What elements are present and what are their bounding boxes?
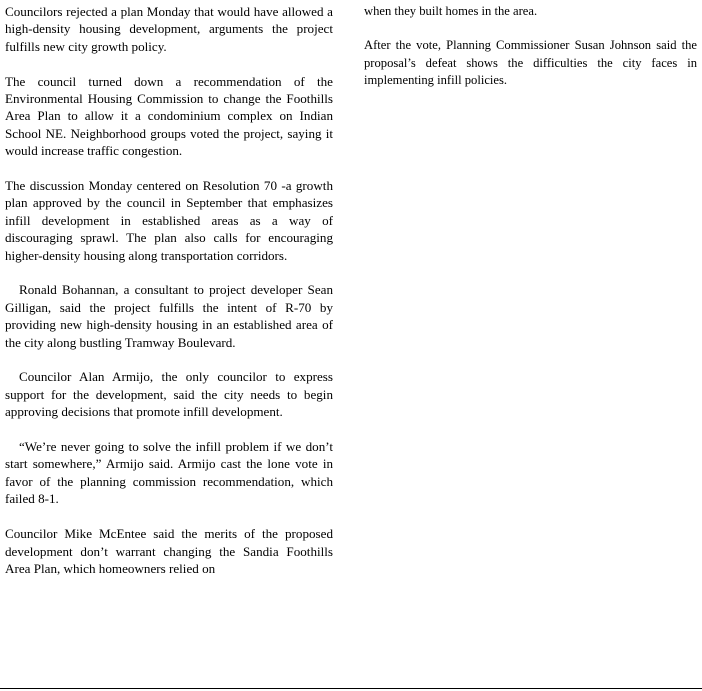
bottom-rule xyxy=(0,688,702,689)
paragraph: Ronald Bohannan, a consultant to project developer Sean Gilligan, said the project fulfills the intent of R-70 by providing new high-density housing in an established area of the city along bustling Tramway Boulevard. xyxy=(5,282,333,350)
paragraph: when they built homes in the area. xyxy=(364,4,538,18)
paragraph: The council turned down a recommendation of the Environmental Housing Commission to change the Foothills Area Plan to allow it a condominium complex on Indian School NE. Neighborhood groups voted the project, saying it would increase traffic congestion. xyxy=(5,73,333,159)
paragraph: After the vote, Planning Commissioner Susan Johnson said the proposal’s defeat shows the difficulties the city faces in implementing infill policies. xyxy=(364,38,697,87)
paragraph: “We’re never going to solve the infill problem if we don’t start somewhere,” Armijo said. Armijo cast the lone vote in favor of the planning commission recommendation, which failed 8-1. xyxy=(5,439,333,507)
paragraph: Councilor Alan Armijo, the only councilor to express support for the development, said the city needs to begin approving decisions that promote infill development. xyxy=(5,369,333,420)
paragraph: Councilors rejected a plan Monday that would have allowed a high-density housing development, arguments the project fulfills new city growth policy. xyxy=(5,4,333,54)
right-column xyxy=(364,3,697,106)
left-column xyxy=(5,3,333,595)
paragraph: Councilor Mike McEntee said the merits of the proposed development don’t warrant changing the Sandia Foothills Area Plan, which homeowners relied on xyxy=(5,526,333,576)
paragraph: The discussion Monday centered on Resolution 70 -a growth plan approved by the council in September that emphasizes infill development in established areas as a way of discouraging sprawl. The plan also calls for encouraging higher-density housing along transportation corridors. xyxy=(5,178,333,263)
